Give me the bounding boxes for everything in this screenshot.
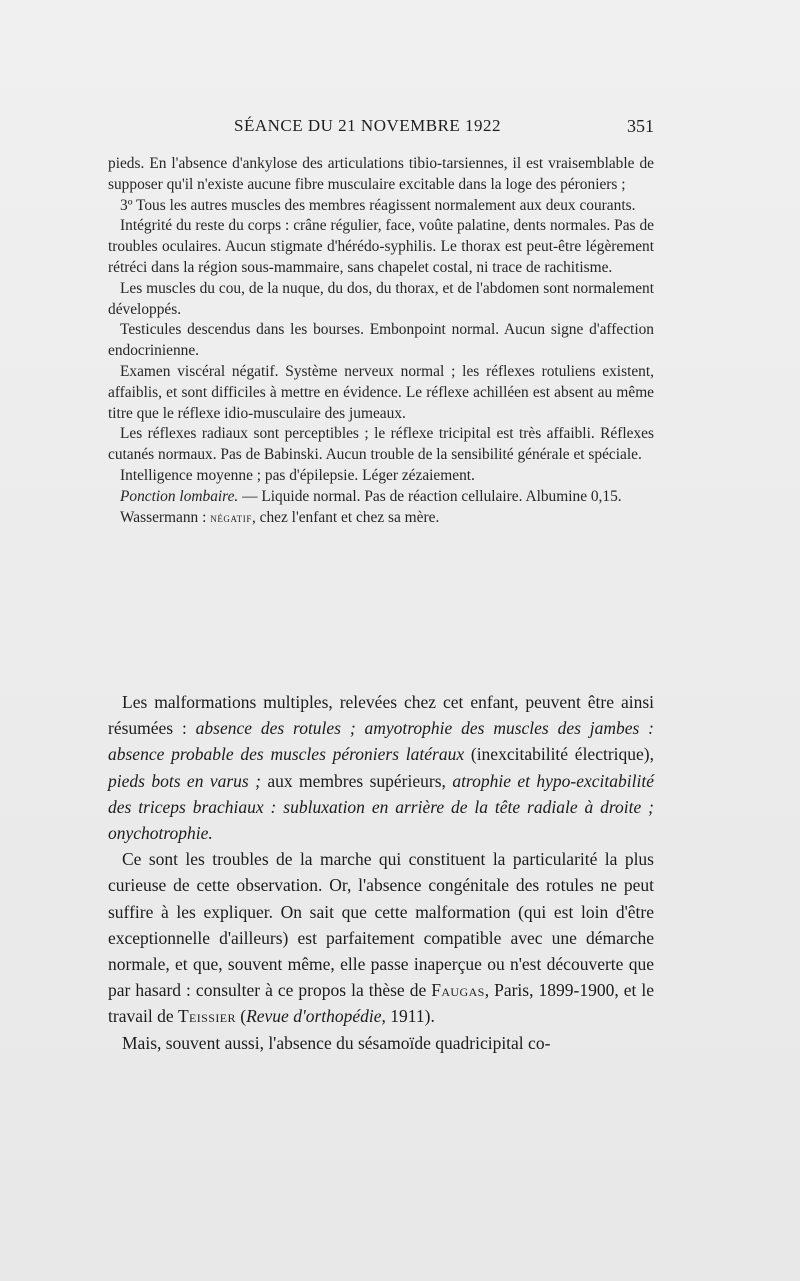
paragraph-testicules: Testicules descendus dans les bourses. Embonpoint normal. Aucun signe d'affection endocrinienne.: [108, 321, 654, 360]
wassermann-lead: Wassermann :: [120, 508, 211, 526]
author-teissier: Teissier: [177, 1006, 236, 1027]
marche-text-4: , 1911).: [381, 1006, 435, 1027]
wassermann-tail: , chez l'enfant et chez sa mère.: [251, 508, 440, 526]
paragraph-reflexes-radiaux: Les réflexes radiaux sont perceptibles ; le réflexe tricipital est très affaibli. Réflexes cutanés normaux. Pas de Babinski. Aucun trouble de la sensibilité générale et spéciale.: [108, 425, 654, 464]
running-title: SÉANCE DU 21 NOVEMBRE 1922: [234, 116, 502, 135]
ponction-text: — Liquide normal. Pas de réaction cellulaire. Albumine 0,15.: [238, 487, 622, 505]
paragraph-pieds: pieds. En l'absence d'ankylose des articulations tibio-tarsiennes, il est vraisemblable de supposer qu'il n'existe aucune fibre musculaire excitable dans la loge des péroniers ;: [108, 155, 654, 193]
malformations-connector: aux membres supérieurs,: [260, 770, 453, 791]
paragraph-sesamoide: Mais, souvent aussi, l'absence du sésamoïde quadricipital co-: [122, 1032, 551, 1053]
ponction-label: Ponction lombaire.: [120, 487, 239, 505]
discussion-text: [108, 689, 654, 1056]
marche-text-2: , Paris, 1899-1900, et le travail de: [108, 980, 654, 1027]
paragraph-troubles-marche: [108, 846, 654, 1029]
paragraph-examen-visceral: Examen viscéral négatif. Système nerveux normal ; les réflexes rotuliens existent, affaiblis, et sont difficiles à mettre en évidence. Le réflexe achilléen est absent au même titre que le réflexe idio-musculaire des jumeaux.: [108, 362, 654, 422]
paragraph-malformations: [108, 689, 654, 846]
wassermann-result: négatif: [210, 510, 252, 525]
marche-text-3: (: [235, 1006, 247, 1027]
paragraph-integrite: Intégrité du reste du corps : crâne régulier, face, voûte palatine, dents normales. Pas de troubles oculaires. Aucun stigmate d'hérédo-syphilis. Le thorax est peut-être légèrement rétréci dans la région sous-mammaire, sans chapelet costal, ni trace de rachitisme.: [108, 217, 654, 276]
paragraph-muscles-membres: 3º Tous les autres muscles des membres réagissent normalement aux deux courants.: [120, 196, 636, 214]
paragraph-ponction: [108, 487, 654, 508]
paragraph-intelligence: Intelligence moyenne ; pas d'épilepsie. Léger zézaiement.: [120, 466, 475, 484]
paragraph-muscles-cou: Les muscles du cou, de la nuque, du dos, du thorax, et de l'abdomen sont normalement développés.: [108, 279, 654, 318]
marche-text-1: Ce sont les troubles de la marche qui constituent la particularité la plus curieuse de cette observation. Or, l'absence congénitale des rotules ne peut suffire à les expliquer. On sait que cette malformation (qui est loin d'être exceptionnelle d'ailleurs) est parfaitement compatible avec une démarche normale, et que, souvent même, elle passe inaperçue ou n'est découverte que par hasard : consulter à ce propos la thèse de: [108, 849, 654, 1001]
journal-title: Revue d'orthopédie: [246, 1006, 382, 1027]
malformations-list-3: atrophie et hypo-excitabilité des triceps brachiaux : subluxation en arrière de la tête radiale à droite ; onychotrophie.: [108, 770, 654, 844]
malformations-intro: Les malformations multiples, relevées chez cet enfant, peuvent être ainsi résumées :: [108, 692, 654, 739]
page-number: 351: [627, 116, 654, 136]
page-header: [108, 116, 654, 140]
malformations-list-1: absence des rotules ; amyotrophie des muscles des jambes : absence probable des muscles péroniers latéraux: [108, 718, 654, 765]
malformations-list-2: pieds bots en varus ;: [108, 770, 261, 791]
author-faugas: Faugas: [431, 980, 485, 1001]
clinical-notes: [108, 154, 654, 528]
paragraph-wassermann: [108, 508, 654, 529]
malformations-paren: (inexcitabilité électrique),: [464, 744, 654, 765]
